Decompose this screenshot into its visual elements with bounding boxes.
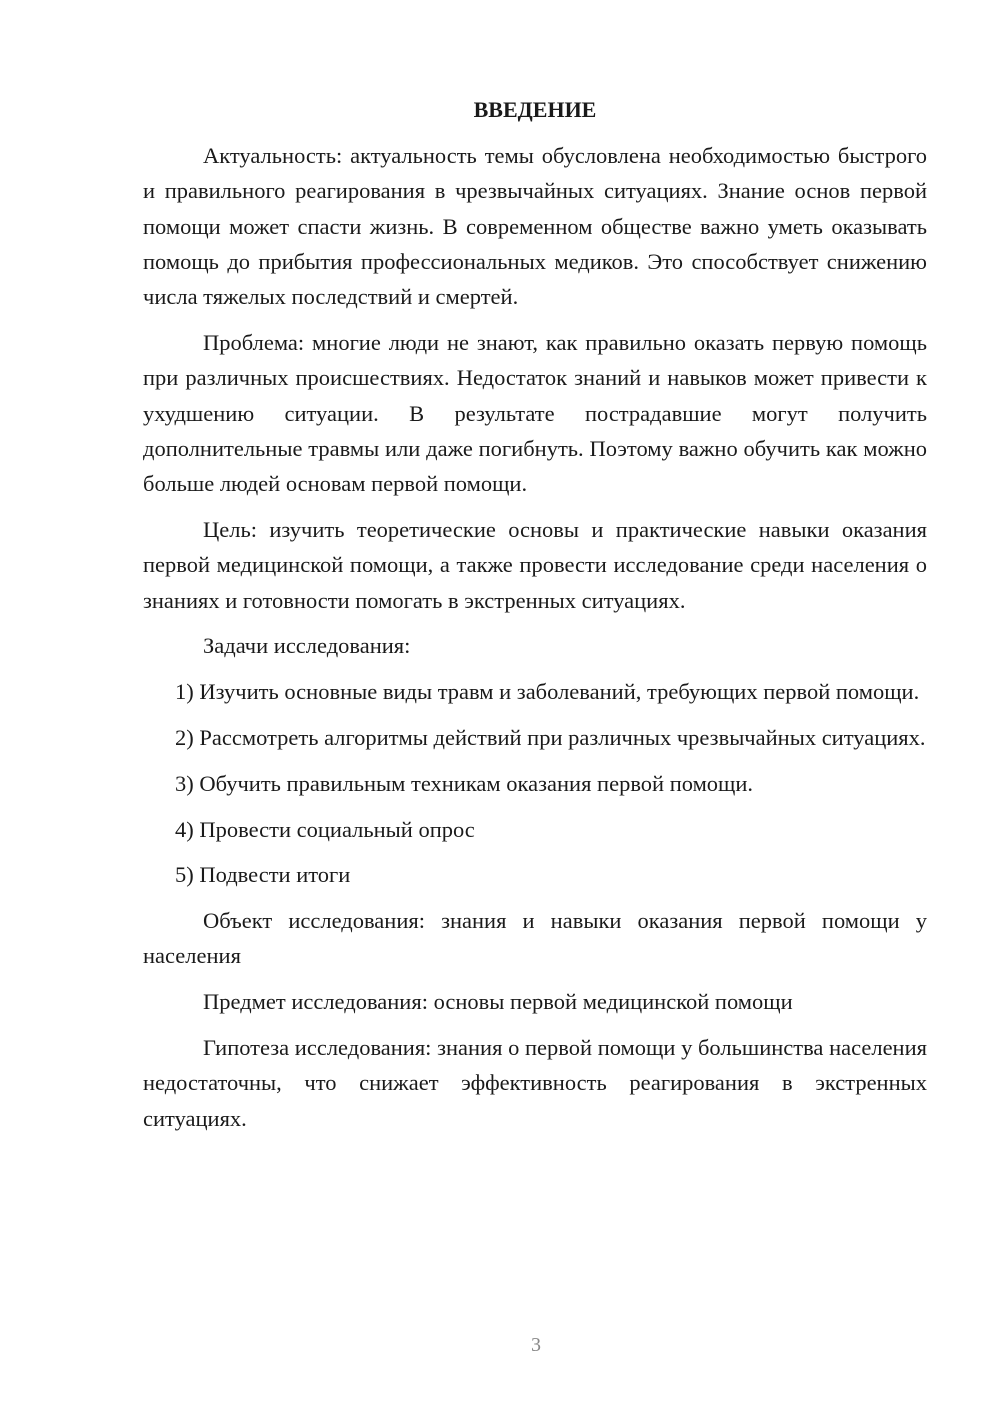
task-item: 1) Изучить основные виды травм и заболеваний, требующих первой помощи.	[175, 679, 920, 705]
paragraph-relevance: Актуальность: актуальность темы обусловлена необходимостью быстрого и правильного реагирования в чрезвычайных ситуациях. Знание основ первой помощи может спасти жизнь. В современном обществе важно уметь оказывать помощь до прибытия профессиональных медиков. Это способствует снижению числа тяжелых последствий и смертей.	[143, 143, 927, 310]
paragraph-hypothesis: Гипотеза исследования: знания о первой помощи у большинства населения недостаточны, что снижает эффективность реагирования в экстренных ситуациях.	[143, 1035, 927, 1131]
task-item: 3) Обучить правильным техникам оказания первой помощи.	[175, 770, 754, 796]
task-item: 2) Рассмотреть алгоритмы действий при различных чрезвычайных ситуациях.	[175, 724, 926, 750]
paragraph-goal: Цель: изучить теоретические основы и практические навыки оказания первой медицинской помощи, а также провести исследование среди населения о знаниях и готовности помогать в экстренных ситуациях.	[143, 516, 927, 613]
paragraph-problem: Проблема: многие люди не знают, как правильно оказать первую помощь при различных происшествиях. Недостаток знаний и навыков может привести к ухудшению ситуации. В результате пострадавшие могут получить дополнительные травмы или даже погибнуть. Поэтому важно обучить как можно больше людей основам первой помощи.	[143, 329, 927, 497]
section-title: ВВЕДЕНИЕ	[473, 97, 597, 122]
paragraph-subject: Предмет исследования: основы первой медицинской помощи	[203, 989, 793, 1015]
document-page	[143, 95, 927, 1146]
tasks-heading: Задачи исследования:	[203, 633, 411, 659]
paragraph-object: Объект исследования: знания и навыки оказания первой помощи у населения	[143, 908, 927, 969]
task-item: 4) Провести социальный опрос	[175, 816, 475, 842]
page-number: 3	[531, 1334, 541, 1356]
task-item: 5) Подвести итоги	[175, 862, 351, 888]
